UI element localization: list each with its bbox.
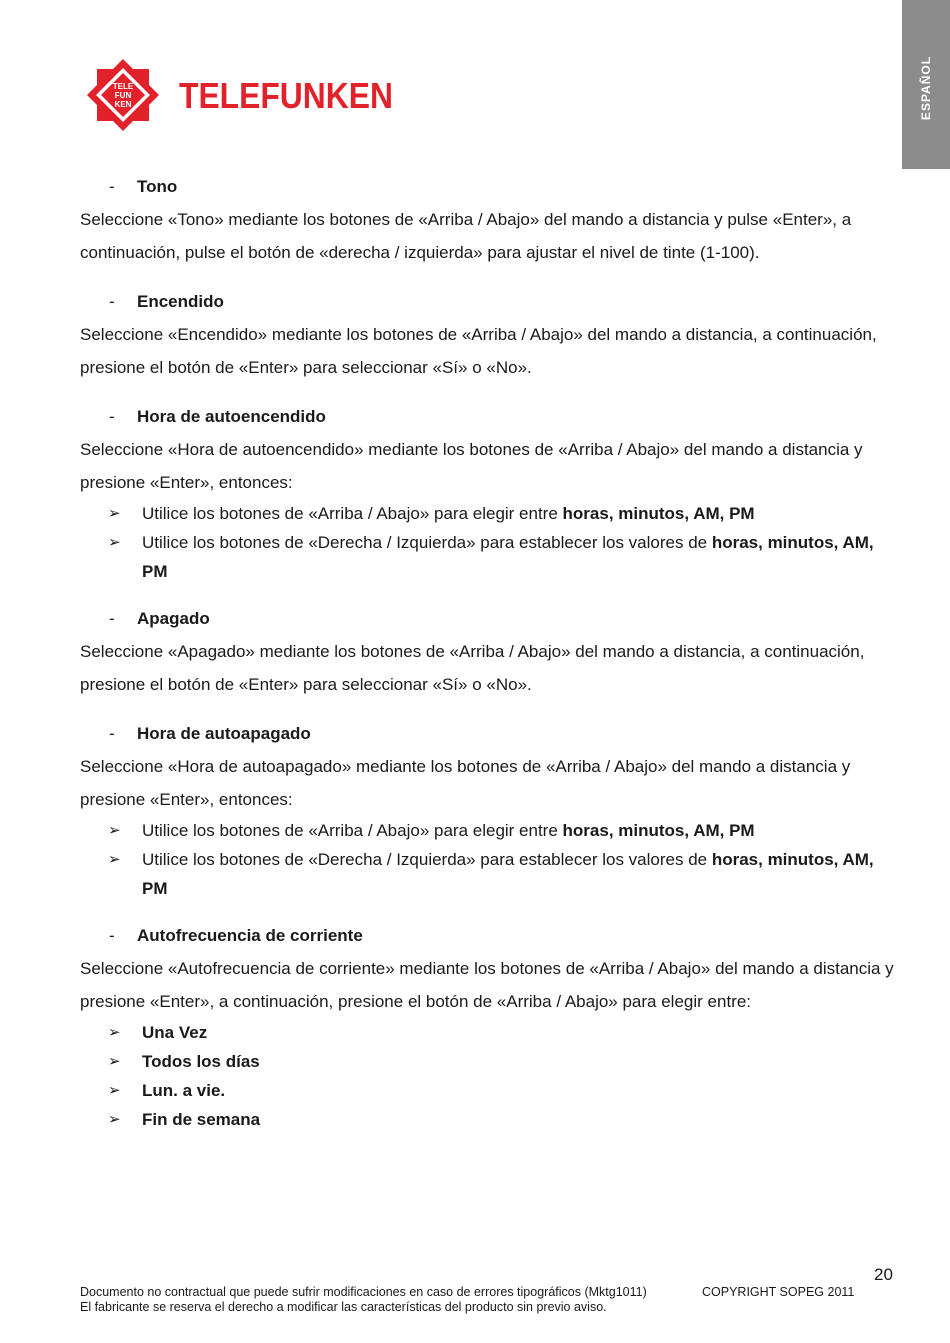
language-tab-label: ESPAÑOL: [919, 55, 933, 121]
bullet-text: Utilice los botones de «Arriba / Abajo» para elegir entre: [142, 504, 563, 523]
bullet-bold-text: horas, minutos, AM, PM: [142, 533, 874, 581]
dash-marker: -: [109, 292, 115, 311]
section-title: [80, 717, 895, 750]
section-paragraph: Seleccione «Autofrecuencia de corriente» mediante los botones de «Arriba / Abajo» del mando a distancia y presione «Enter», a continuación, presione el botón de «Arriba / Abajo» para elegir entre:: [80, 959, 894, 1011]
footer: [80, 1285, 880, 1315]
bullet-item: [80, 816, 895, 845]
bullet-item: [80, 499, 895, 528]
bullet-item: [80, 1018, 895, 1047]
arrow-bullet-icon: ➢: [108, 1024, 121, 1041]
section-paragraph: Seleccione «Hora de autoencendido» mediante los botones de «Arriba / Abajo» del mando a distancia y presione «Enter», entonces:: [80, 440, 863, 492]
logo-seal-line-1: TELE: [112, 82, 134, 91]
dash-marker: -: [109, 724, 115, 743]
bullet-item: [80, 845, 895, 903]
section-title: [80, 602, 895, 635]
bullet-list: [80, 1018, 895, 1134]
arrow-bullet-icon: ➢: [108, 1111, 121, 1128]
bullet-text: Utilice los botones de «Arriba / Abajo» para elegir entre: [142, 821, 563, 840]
dash-marker: -: [109, 609, 115, 628]
bullet-text: Utilice los botones de «Derecha / Izquierda» para establecer los valores de: [142, 533, 712, 552]
bullet-bold-text: horas, minutos, AM, PM: [562, 504, 755, 523]
section-paragraph: Seleccione «Apagado» mediante los botones de «Arriba / Abajo» del mando a distancia, a continuación, presione el botón de «Enter» para seleccionar «Sí» o «No».: [80, 642, 865, 694]
logo-seal-line-2: FUN: [114, 91, 132, 100]
bullet-bold-text: Todos los días: [142, 1052, 260, 1071]
dash-marker: -: [109, 407, 115, 426]
section: [80, 285, 895, 384]
section: [80, 170, 895, 269]
section: [80, 400, 895, 586]
section-paragraph: Seleccione «Encendido» mediante los botones de «Arriba / Abajo» del mando a distancia, a continuación, presione el botón de «Enter» para seleccionar «Sí» o «No».: [80, 325, 877, 377]
section: [80, 717, 895, 903]
section-title-text: Encendido: [137, 292, 224, 311]
language-tab: [902, 0, 950, 169]
document-body: [80, 170, 895, 1150]
section-title: [80, 170, 895, 203]
bullet-bold-text: Fin de semana: [142, 1110, 261, 1129]
telefunken-logo: [86, 57, 406, 133]
section: [80, 602, 895, 701]
arrow-bullet-icon: ➢: [108, 851, 121, 868]
section-title-text: Apagado: [137, 609, 210, 628]
bullet-bold-text: Lun. a vie.: [142, 1081, 226, 1100]
bullet-list: [80, 816, 895, 903]
section-title-text: Tono: [137, 177, 178, 196]
arrow-bullet-icon: ➢: [108, 1053, 121, 1070]
bullet-item: [80, 1105, 895, 1134]
footer-copyright: COPYRIGHT SOPEG 2011: [702, 1285, 855, 1299]
bullet-text: Utilice los botones de «Derecha / Izquierda» para establecer los valores de: [142, 850, 712, 869]
bullet-bold-text: Una Vez: [142, 1023, 208, 1042]
section-paragraph: Seleccione «Hora de autoapagado» mediante los botones de «Arriba / Abajo» del mando a distancia y presione «Enter», entonces:: [80, 757, 851, 809]
arrow-bullet-icon: ➢: [108, 822, 121, 839]
bullet-item: [80, 1076, 895, 1105]
bullet-item: [80, 1047, 895, 1076]
page-number: 20: [874, 1265, 893, 1284]
section: [80, 919, 895, 1134]
bullet-list: [80, 499, 895, 586]
bullet-bold-text: horas, minutos, AM, PM: [142, 850, 874, 898]
footer-disclaimer-line-1: Documento no contractual que puede sufrir modificaciones en caso de errores tipográficos (Mktg1011): [80, 1285, 647, 1299]
section-title: [80, 400, 895, 433]
arrow-bullet-icon: ➢: [108, 505, 121, 522]
section-title-text: Hora de autoencendido: [137, 407, 326, 426]
logo-seal-line-3: KEN: [114, 100, 132, 109]
dash-marker: -: [109, 177, 115, 196]
footer-disclaimer-line-2: El fabricante se reserva el derecho a modificar las características del producto sin previo aviso.: [80, 1300, 607, 1314]
section-title-text: Autofrecuencia de corriente: [137, 926, 363, 945]
arrow-bullet-icon: ➢: [108, 534, 121, 551]
bullet-bold-text: horas, minutos, AM, PM: [562, 821, 755, 840]
dash-marker: -: [109, 926, 115, 945]
logo-wordmark: TELEFUNKEN: [179, 75, 393, 116]
arrow-bullet-icon: ➢: [108, 1082, 121, 1099]
section-title: [80, 919, 895, 952]
section-title-text: Hora de autoapagado: [137, 724, 311, 743]
section-title: [80, 285, 895, 318]
bullet-item: [80, 528, 895, 586]
section-paragraph: Seleccione «Tono» mediante los botones de «Arriba / Abajo» del mando a distancia y pulse «Enter», a continuación, pulse el botón de «derecha / izquierda» para ajustar el nivel de tinte (1-100).: [80, 210, 852, 262]
